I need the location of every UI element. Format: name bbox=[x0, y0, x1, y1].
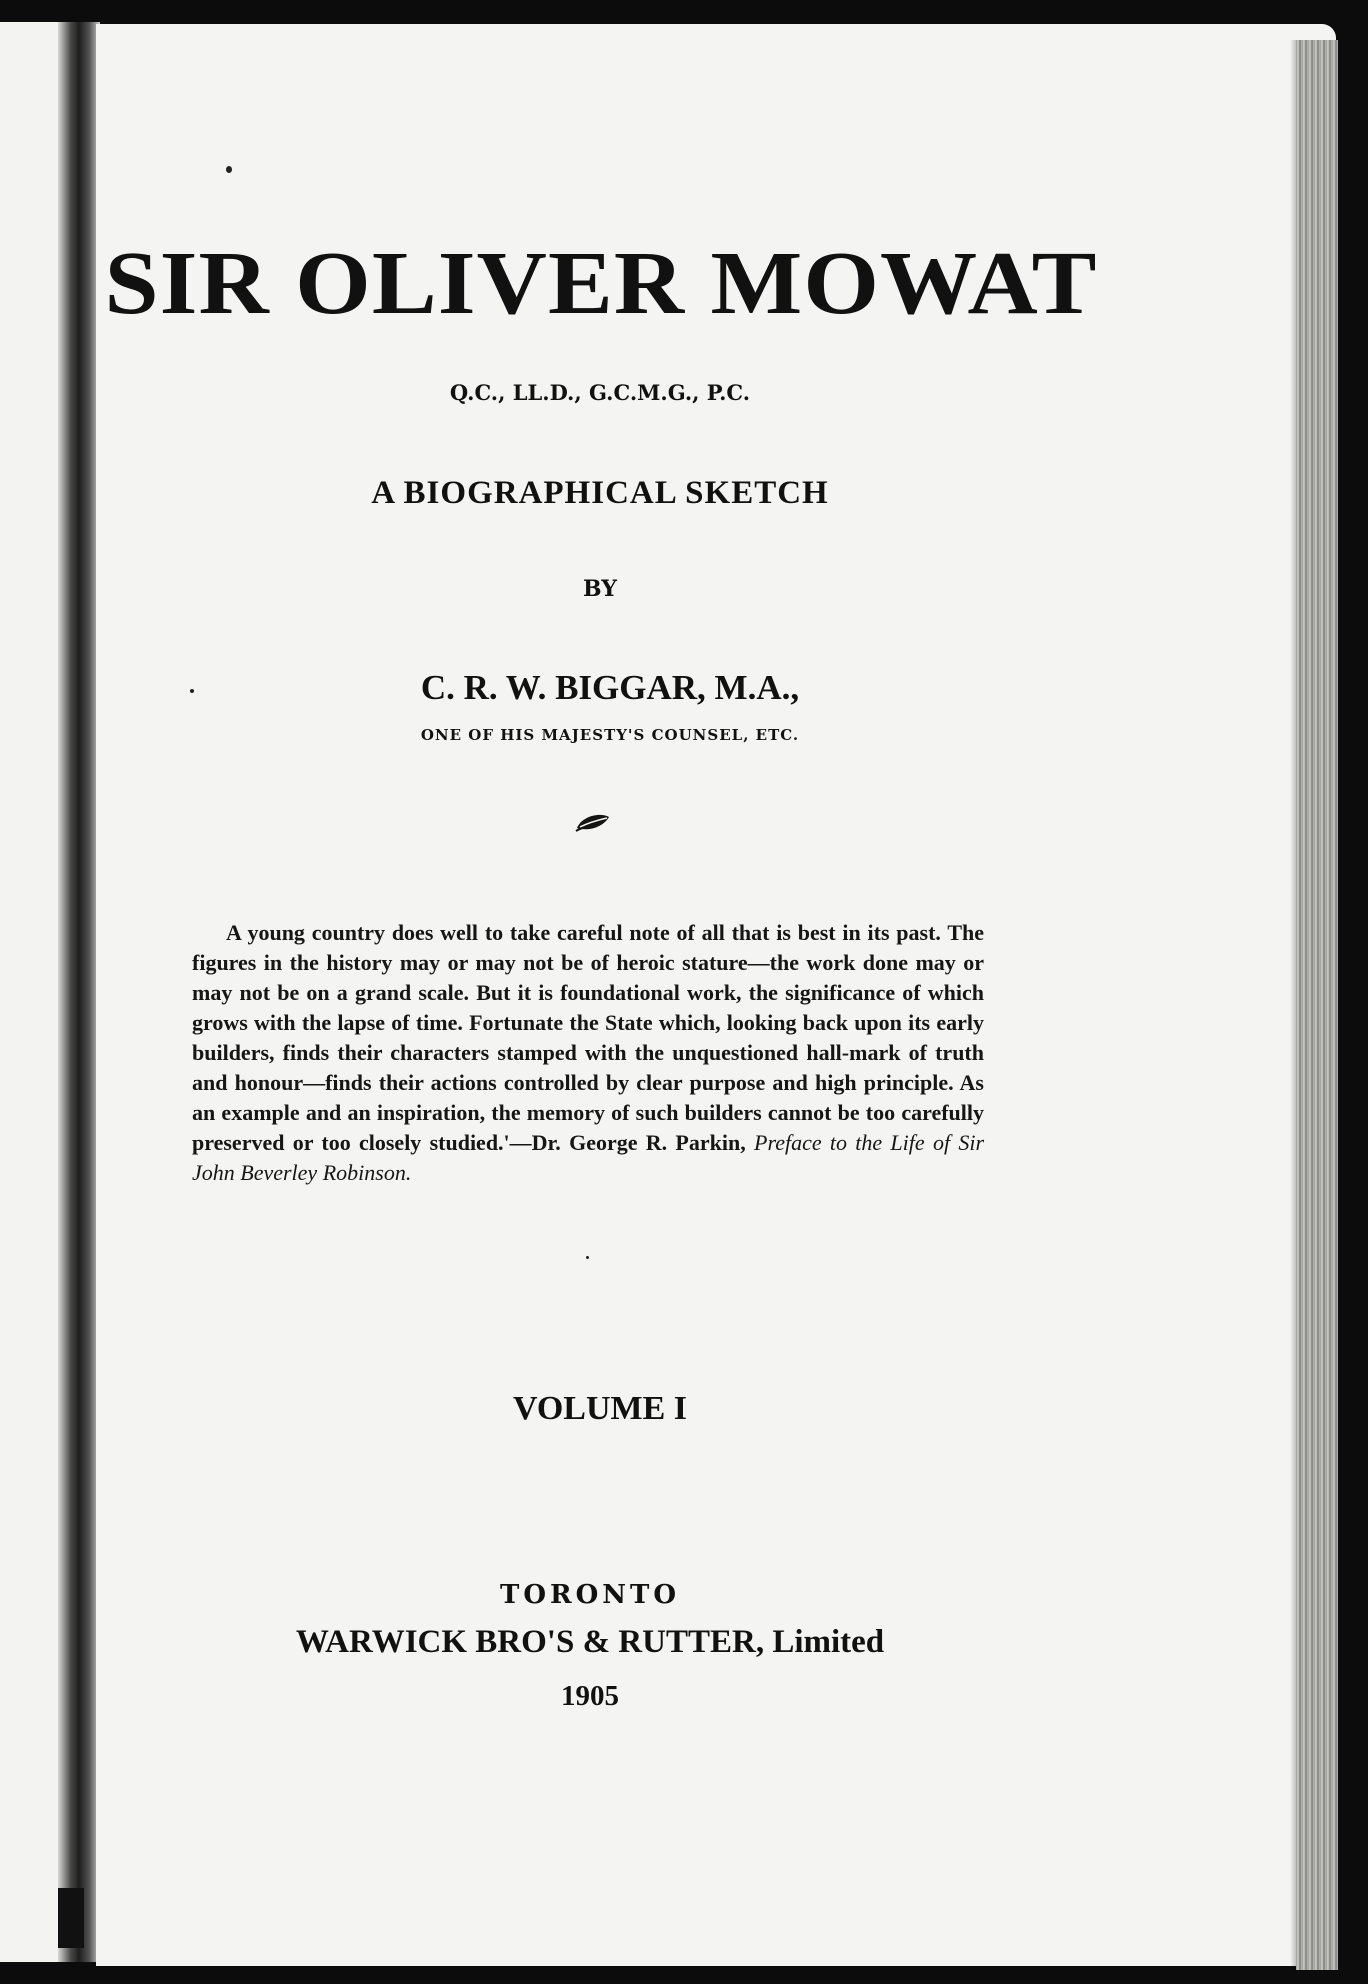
book-gutter bbox=[58, 22, 100, 1962]
print-speck bbox=[190, 689, 194, 693]
publication-year: 1905 bbox=[561, 1680, 619, 1712]
author-title: ONE OF HIS MAJESTY'S COUNSEL, ETC. bbox=[420, 726, 800, 744]
book-title: SIR OLIVER MOWAT bbox=[104, 234, 1098, 333]
print-speck bbox=[226, 166, 232, 173]
leaf-ornament-icon bbox=[574, 812, 612, 834]
publisher-name: WARWICK BRO'S & RUTTER, Limited bbox=[295, 1624, 885, 1660]
book-fore-edge bbox=[1296, 40, 1338, 1970]
epigraph-source: Preface to the Life of Sir John Beverley Robinson. bbox=[192, 1130, 985, 1185]
author-name: C. R. W. BIGGAR, M.A., bbox=[420, 668, 800, 707]
epigraph bbox=[192, 918, 984, 1188]
publication-city: TORONTO bbox=[499, 1580, 680, 1610]
book-subtitle: A BIOGRAPHICAL SKETCH bbox=[371, 475, 829, 511]
by-line: BY bbox=[583, 576, 617, 602]
gutter-mark bbox=[58, 1888, 84, 1948]
epigraph-text: A young country does well to take careful note of all that is best in its past. The figures in the history may or may not be of heroic stature—the work done may or may not be on a grand scale. But it is foundational work, the significance of which grows with the lapse of time. Fortunate the State which, looking back upon its early builders, finds their characters stamped with the unquestioned hall-mark of truth and honour—finds their actions controlled by clear purpose and high principle. As an example and an inspiration, the memory of such builders cannot be too carefully preserved or too closely studied.'—Dr. George R. Parkin, bbox=[192, 920, 984, 1155]
volume-label: VOLUME I bbox=[512, 1390, 688, 1427]
author-honours: Q.C., LL.D., G.C.M.G., P.C. bbox=[449, 380, 751, 405]
print-speck bbox=[586, 1256, 589, 1259]
